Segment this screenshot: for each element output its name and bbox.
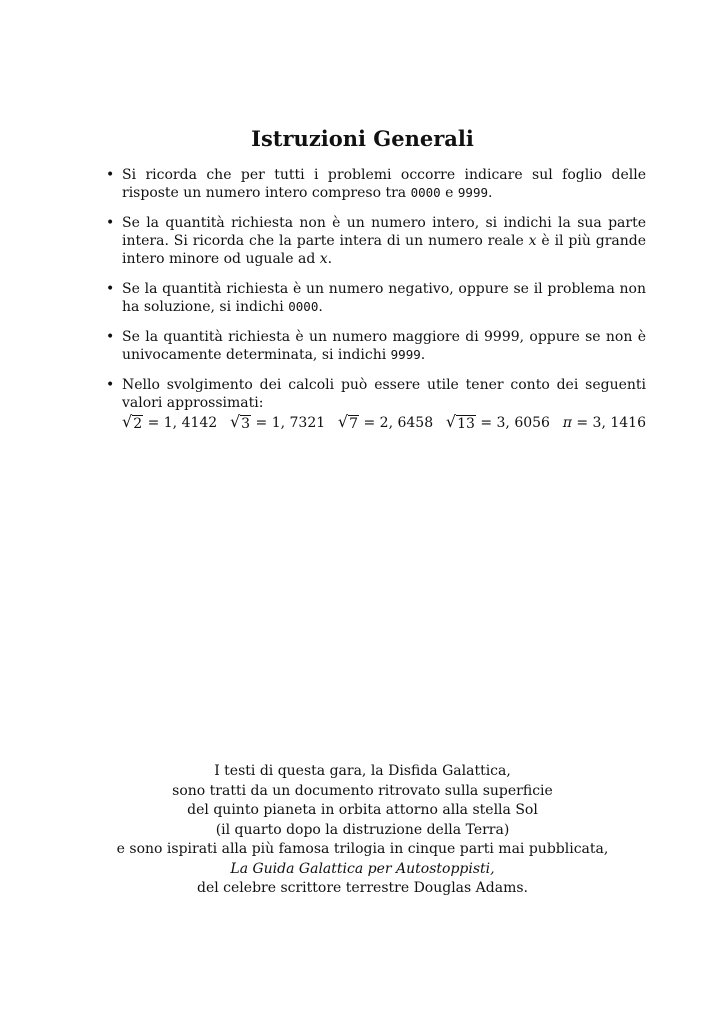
- code-value: 9999: [390, 347, 421, 362]
- sqrt-symbol: [230, 414, 251, 432]
- footer-note: [0, 762, 725, 899]
- footer-line: del celebre scrittore terrestre Douglas Adams.: [197, 880, 528, 896]
- value-text: = 1, 4142: [143, 415, 218, 431]
- approx-value: [563, 414, 646, 432]
- radicand: 2: [133, 416, 143, 432]
- footer-line: I testi di questa gara, la Disfida Galattica,: [214, 763, 511, 779]
- instructions-list: [106, 166, 646, 444]
- footer-line: e sono ispirati alla più famosa trilogia in cinque parti mai pubblicata,: [116, 841, 609, 857]
- list-item: [106, 328, 646, 364]
- footer-line: sono tratti da un documento ritrovato sulla superficie: [172, 782, 553, 799]
- value-text: = 3, 1416: [571, 415, 646, 431]
- bullet-icon: •: [106, 215, 115, 231]
- radicand: 13: [457, 416, 475, 432]
- bullet-icon: •: [106, 377, 115, 393]
- code-value: 0000: [288, 299, 319, 314]
- item-text: .: [327, 251, 333, 267]
- bullet-icon: •: [106, 167, 115, 183]
- approx-value: [122, 414, 217, 432]
- item-text: è il più grande intero minore od uguale ad: [122, 233, 647, 267]
- item-text: Nello svolgimento dei calcoli può essere utile tener conto dei seguenti valori approssimati:: [122, 377, 646, 411]
- bullet-icon: •: [106, 281, 115, 297]
- approx-value: [230, 414, 325, 432]
- list-item: [106, 376, 646, 432]
- approx-value: [338, 414, 433, 432]
- pi-symbol: π: [562, 415, 572, 431]
- item-text: Se la quantità richiesta non è un numero intero, si indichi la sua parte intera. Si ricorda che la parte intera di un numero reale: [122, 215, 646, 249]
- radical-icon: √: [337, 412, 349, 431]
- radicand: 3: [241, 416, 251, 432]
- list-item: [106, 214, 646, 268]
- list-item: [106, 280, 646, 316]
- item-text: Se la quantità richiesta è un numero maggiore di 9999, oppure se non è univocamente determinata, si indichi: [122, 329, 646, 363]
- radical-icon: √: [122, 412, 133, 431]
- book-title: La Guida Galattica per Autostoppisti,: [230, 860, 495, 877]
- math-variable: x: [319, 251, 328, 267]
- footer-line: del quinto pianeta in orbita attorno alla stella Sol: [187, 802, 538, 818]
- value-text: = 3, 6056: [475, 415, 550, 431]
- item-text: .: [488, 185, 493, 201]
- footer-line: (il quarto dopo la distruzione della Terra): [215, 821, 510, 838]
- radical-icon: √: [445, 412, 457, 431]
- bullet-icon: •: [106, 329, 115, 345]
- page-title: Istruzioni Generali: [251, 126, 474, 151]
- radical-icon: √: [229, 412, 241, 431]
- code-value: 9999: [457, 185, 488, 200]
- sqrt-symbol: [446, 414, 476, 432]
- list-item: [106, 166, 646, 202]
- value-text: = 1, 7321: [251, 415, 326, 431]
- item-text: Si ricorda che per tutti i problemi occorre indicare sul foglio delle risposte un numero intero compreso tra: [122, 167, 646, 201]
- item-text: .: [420, 347, 426, 363]
- code-value: 0000: [410, 185, 441, 200]
- math-variable: x: [528, 233, 537, 249]
- sqrt-symbol: [122, 414, 143, 432]
- item-text: e: [440, 185, 458, 201]
- value-text: = 2, 6458: [359, 415, 434, 431]
- approx-value: [446, 414, 550, 432]
- item-text: .: [318, 299, 323, 315]
- approx-values-row: [122, 414, 646, 432]
- radicand: 7: [349, 416, 359, 432]
- item-text: Se la quantità richiesta è un numero negativo, oppure se il problema non ha soluzione, si indichi: [122, 281, 646, 315]
- sqrt-symbol: [338, 414, 359, 432]
